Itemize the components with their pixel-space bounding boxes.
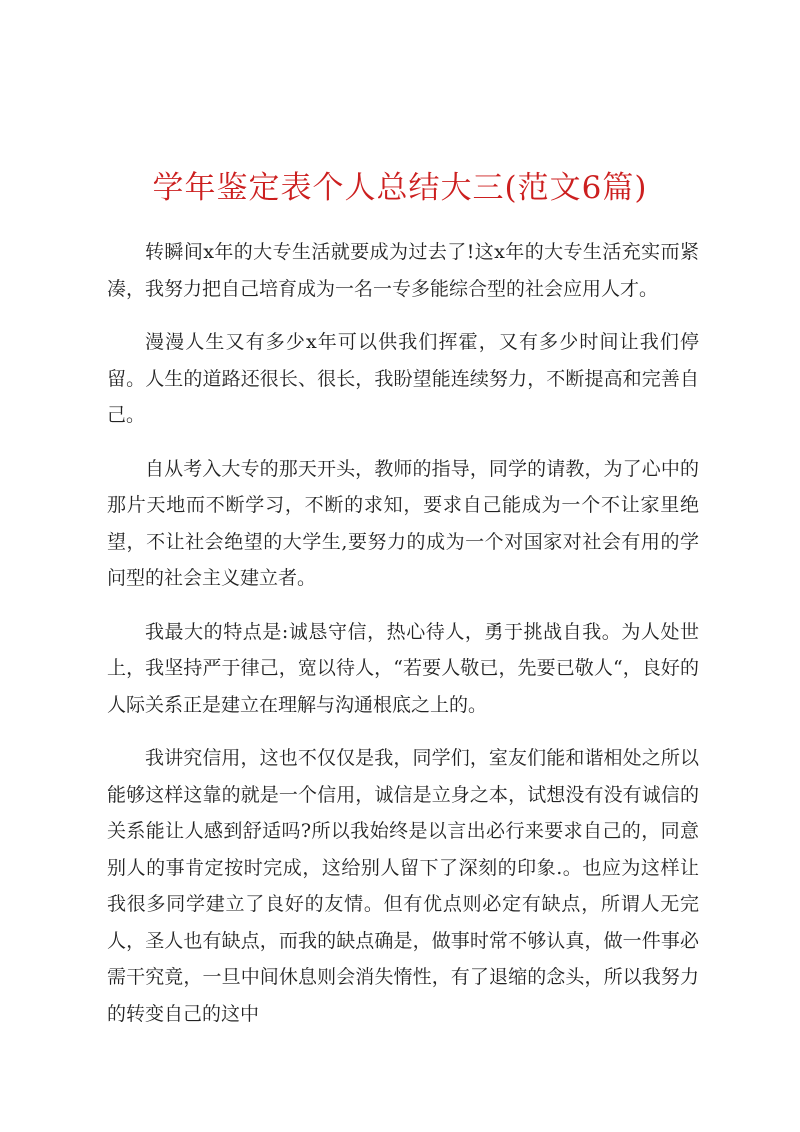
paragraph-1: 转瞬间x年的大专生活就要成为过去了!这x年的大专生活充实而紧凑，我努力把自己培育成为一名一专多能综合型的社会应用人才。 <box>107 241 699 300</box>
paragraph-4: 我最大的特点是:诚恳守信，热心待人，勇于挑战自我。为人处世上，我坚持严于律己，宽以待人，“若要人敬已，先要已敬人“，良好的人际关系正是建立在理解与沟通根底之上的。 <box>107 620 699 716</box>
paragraph-3: 自从考入大专的那天开头，教师的指导，同学的请教，为了心中的那片天地而不断学习，不断的求知，要求自己能成为一个不让家里绝望，不让社会绝望的大学生,要努力的成为一个对国家对社会有用的学问型的社会主义建立者。 <box>107 457 699 589</box>
document-body <box>107 234 699 1049</box>
paragraph-5: 我讲究信用，这也不仅仅是我，同学们，室友们能和谐相处之所以能够这样这靠的就是一个信用，诚信是立身之本，试想没有没有诚信的关系能让人感到舒适吗?所以我始终是以言出必行来要求自己的，同意别人的事肯定按时完成，这给别人留下了深刻的印象.。也应为这样让我很多同学建立了良好的友情。但有优点则必定有缺点，所谓人无完人，圣人也有缺点，而我的缺点确是，做事时常不够认真，做一件事必需干究竟，一旦中间休息则会消失惰性，有了退缩的念头，所以我努力的转变自己的这中 <box>107 747 699 1025</box>
paragraph-2: 漫漫人生又有多少x年可以供我们挥霍，又有多少时间让我们停留。人生的道路还很长、很长，我盼望能连续努力，不断提高和完善自己。 <box>107 331 699 426</box>
document-title: 学年鉴定表个人总结大三(范文6篇) <box>152 170 648 206</box>
